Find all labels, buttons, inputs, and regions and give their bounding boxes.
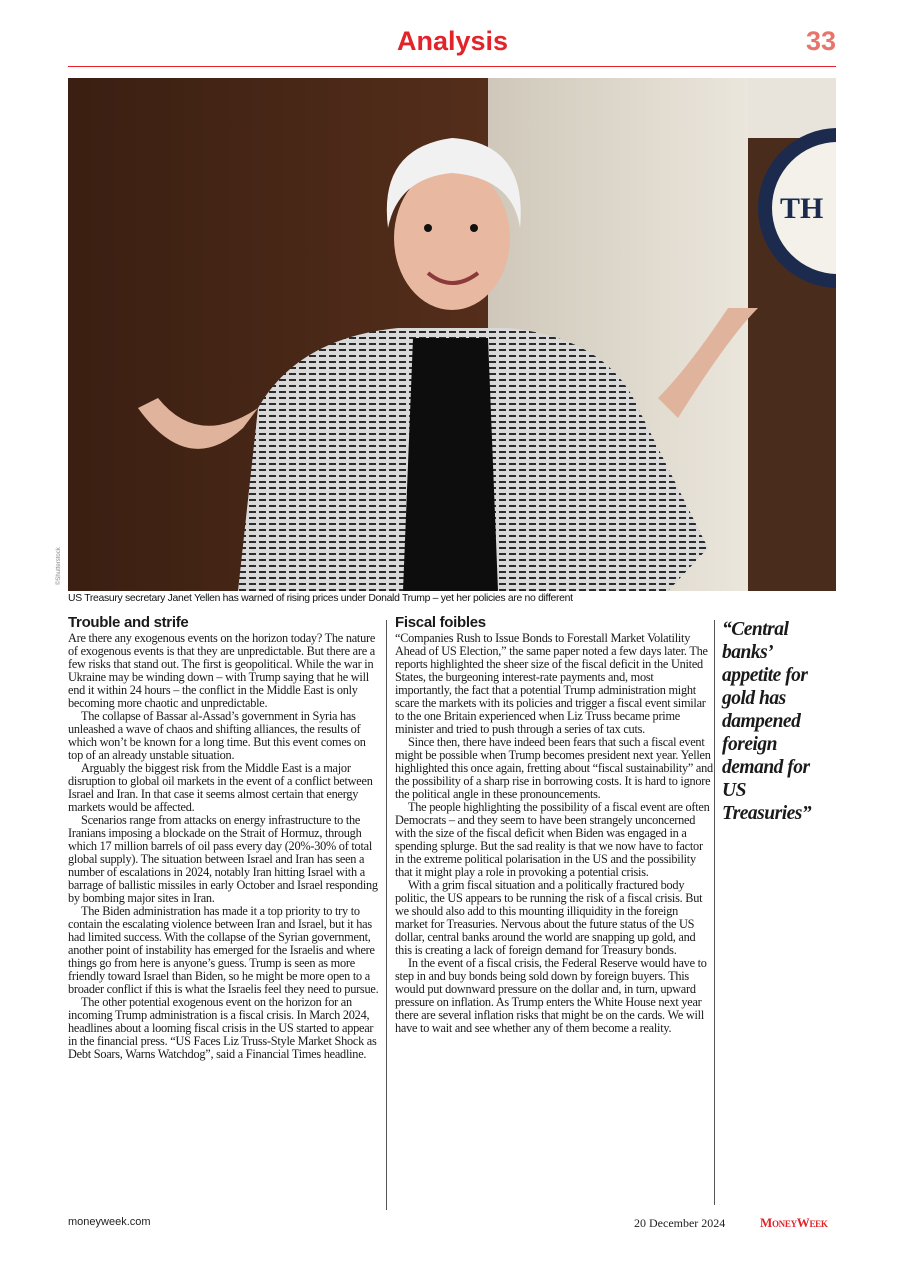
pull-quote: “Central banks’ appetite for gold has dampened foreign demand for US Treasuries” [722, 619, 812, 824]
seal-text: TH [780, 192, 824, 225]
janet-yellen-photo [68, 78, 836, 591]
article-column-1 [68, 615, 380, 1061]
footer-url: moneyweek.com [68, 1216, 151, 1228]
header-divider [68, 66, 836, 67]
photo-caption: US Treasury secretary Janet Yellen has warned of rising prices under Donald Trump – yet her policies are no different [68, 593, 573, 604]
subheading-fiscal-foibles: Fiscal foibles [395, 614, 486, 631]
page-number: 33 [805, 26, 836, 56]
footer-date: 20 December 2024 [634, 1216, 726, 1230]
article-photo [68, 78, 836, 591]
paragraph: Arguably the biggest risk from the Middle East is a major disruption to global oil markets in the event of a conflict between Israel and Iran. In that case it seems almost certain that energy markets would be affected. [68, 761, 373, 814]
paragraph: With a grim fiscal situation and a politically fractured body politic, the US appears to be running the risk of a fiscal crisis. But we should also add to this mounting illiquidity in the foreign market for Treasuries. Nervous about the future status of the US dollar, central banks around the world are snapping up gold, and this is creating a lack of foreign demand for Treasury bonds. [395, 878, 703, 957]
photo-credit: ©Shutterstock [56, 547, 62, 585]
paragraph: Are there any exogenous events on the horizon today? The nature of exogenous events is that they are unpredictable. But there are a few risks that stand out. The first is geopolitical. While the war in Ukraine may be winding down – with Trump saying that he will end it within 24 hours – the conflict in the Middle East is only becoming more chaotic and unpredictable. [68, 631, 376, 710]
paragraph: Since then, there have indeed been fears that such a fiscal event might be possible when Trump becomes president next year. Yellen highlighted this once again, fretting about “fiscal sustainability” and the possibility of a sharp rise in borrowing costs. It is hard to ignore the political angle in these pronouncements. [395, 735, 713, 801]
column-divider [714, 620, 715, 1205]
paragraph: The collapse of Bassar al-Assad’s government in Syria has unleashed a wave of chaos and shifting alliances, the results of which won’t be known for a long time. But this event comes on top of an already unstable situation. [68, 709, 366, 762]
paragraph: Scenarios range from attacks on energy infrastructure to the Iranians imposing a blockade on the Strait of Hormuz, through which 17 million barrels of oil pass every day (20%-30% of total global supply). The situation between Israel and Iran has seen a number of escalations in 2024, notably Iran hitting Israel with a barrage of ballistic missiles in early October and Israel responding by bombing major sites in Iran. [68, 813, 378, 905]
paragraph: The Biden administration has made it a top priority to try to contain the escalating violence between Iran and Israel, but it has had limited success. With the collapse of the Syrian government, another point of instability has emerged for the Israelis and where things go from here is anyone’s guess. Trump is seen as more friendly toward Israel than Biden, so he might be more open to a broader conflict if this is what the Israelis feel they need to pursue. [68, 904, 379, 996]
paragraph: The other potential exogenous event on the horizon for an incoming Trump administration is a fiscal crisis. In March 2024, headlines about a looming fiscal crisis in the US started to appear in the financial press. “US Faces Liz Truss-Style Market Shock as Debt Soars, Warns Watchdog”, said a Financial Times headline. [68, 995, 377, 1061]
paragraph: “Companies Rush to Issue Bonds to Forestall Market Volatility Ahead of US Election,” the same paper noted a few days later. The reports highlighted the sheer size of the fiscal deficit in the United States, the burgeoning interest-rate payments and, most importantly, the fact that a potential Trump administration might scare the markets with its policies and trigger a fiscal event similar to the one Britain experienced when Liz Truss became prime minister and tried to push through a series of tax cuts. [395, 631, 708, 736]
column-divider [386, 620, 387, 1210]
section-title: Analysis [396, 26, 509, 56]
paragraph: In the event of a fiscal crisis, the Federal Reserve would have to step in and buy bonds being sold down by foreign buyers. This would put downward pressure on the dollar and, in turn, upward pressure on inflation. As Trump enters the White House next year there are several inflation risks that might be on the cards. We will have to wait and see whether any of them become a reality. [395, 956, 707, 1035]
article-column-2 [395, 615, 713, 1035]
subheading-trouble-and-strife: Trouble and strife [68, 614, 189, 631]
paragraph: The people highlighting the possibility of a fiscal event are often Democrats – and they seem to have been strangely unconcerned with the size of the fiscal deficit when Biden was engaged in a spending splurge. But the sad reality is that we now have to factor in the extreme political polarisation in the US and the possibility that it might play a role in provoking a potential crisis. [395, 800, 710, 879]
moneyweek-logo: MoneyWeek [760, 1215, 828, 1230]
